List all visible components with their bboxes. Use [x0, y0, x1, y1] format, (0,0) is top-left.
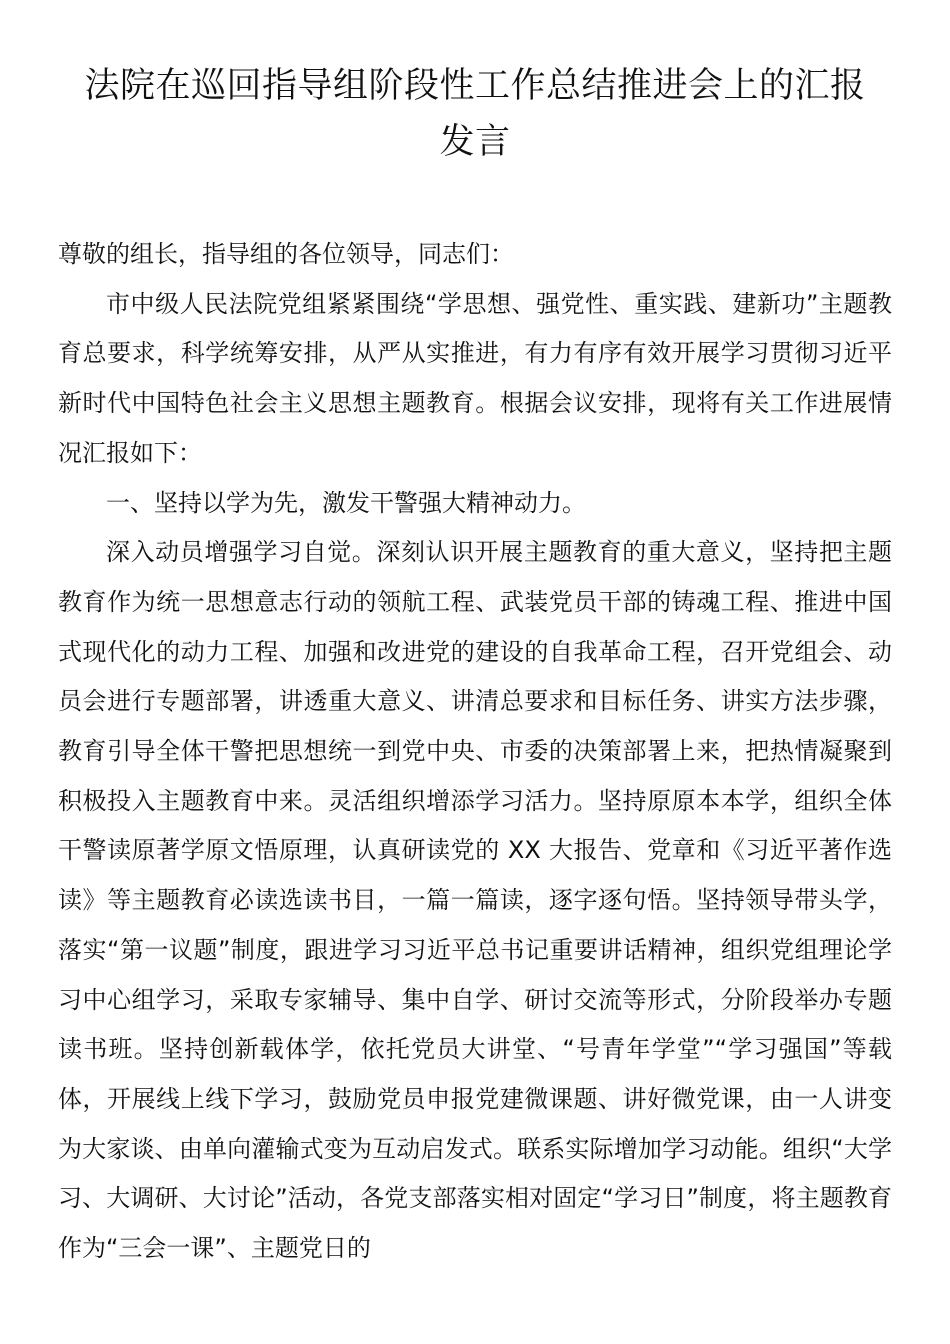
document-title: 法院在巡回指导组阶段性工作总结推进会上的汇报发言: [84, 66, 866, 162]
paragraph-study: 深入动员增强学习自觉。深刻认识开展主题教育的重大意义，坚持把主题教育作为统一思想意志行动的领航工程、武装党员干部的铸魂工程、推进中国式现代化的动力工程、加强和改进党的建设的自我革命工程，召开党组会、动员会进行专题部署，讲透重大意义、讲清总要求和目标任务、讲实方法步骤，教育引导全体干警把思想统一到党中央、市委的决策部署上来，把热情凝聚到积极投入主题教育中来。灵活组织增添学习活力。坚持原原本本学，组织全体干警读原著学原文悟原理，认真研读党的 XX 大报告、党章和《习近平著作选读》等主题教育必读选读书目，一篇一篇读，逐字逐句悟。坚持领导带头学，落实“第一议题”制度，跟进学习习近平总书记重要讲话精神，组织党组理论学习中心组学习，采取专家辅导、集中自学、研讨交流等形式，分阶段举办专题读书班。坚持创新载体学，依托党员大讲堂、“号青年学堂”“学习强国”等载体，开展线上线下学习，鼓励党员申报党建微课题、讲好微党课，由一人讲变为大家谈、由单向灌输式变为互动启发式。联系实际增加学习动能。组织“大学习、大调研、大讨论”活动，各党支部落实相对固定“学习日”制度，将主题教育作为“三会一课”、主题党日的: [58, 538, 892, 1263]
section-heading-1: 一、坚持以学为先，激发干警强大精神动力。: [106, 488, 586, 517]
paragraph-intro: 市中级人民法院党组紧紧围绕“学思想、强党性、重实践、建新功”主题教育总要求，科学统筹安排，从严从实推进，有力有序有效开展学习贯彻习近平新时代中国特色社会主义思想主题教育。根据会议安排，现将有关工作进展情况汇报如下：: [58, 289, 892, 467]
document-body: [58, 230, 892, 1274]
salutation: 尊敬的组长，指导组的各位领导，同志们：: [58, 240, 514, 268]
